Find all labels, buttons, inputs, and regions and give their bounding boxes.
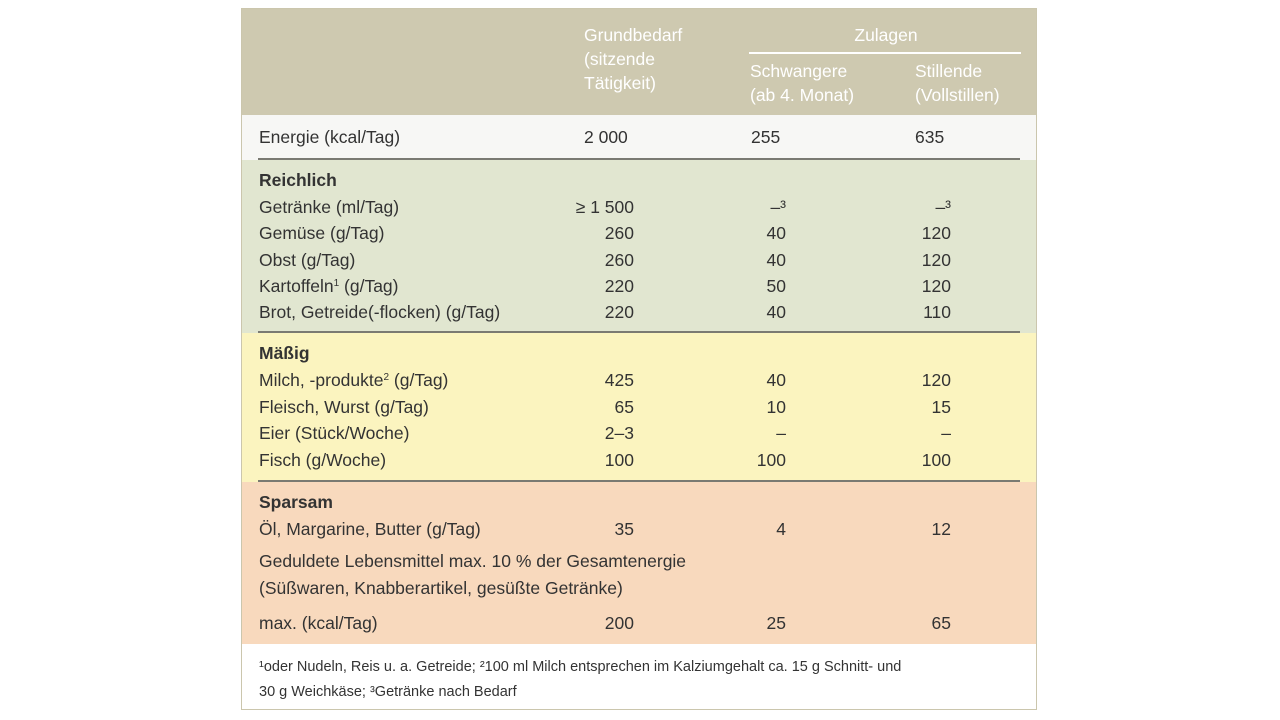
- header-grundbedarf-line: Tätigkeit): [584, 73, 656, 93]
- table-row: [242, 610, 1036, 636]
- section-reichlich: [242, 160, 1036, 333]
- tolerated-foods-line: (Süßwaren, Knabberartikel, gesüßte Getränke): [259, 578, 623, 598]
- footnote-line: 30 g Weichkäse; ³Getränke nach Bedarf: [259, 684, 517, 700]
- footnote-line: ¹oder Nudeln, Reis u. a. Getreide; ²100 ml Milch entsprechen im Kalziumgehalt ca. 15 g Schnitt- und: [259, 659, 902, 675]
- energy-row: [242, 115, 1036, 160]
- section-title: Sparsam: [259, 492, 333, 512]
- cell-stillende: –: [941, 423, 951, 443]
- nutrition-table: [241, 8, 1037, 710]
- row-label-text: Milch, -produkte: [259, 370, 384, 390]
- cell-grundbedarf: ≥ 1 500: [575, 197, 634, 217]
- header-schwangere: [750, 59, 890, 107]
- section-maessig: [242, 333, 1036, 482]
- section-title: Reichlich: [259, 170, 337, 190]
- cell-stillende: –³: [935, 197, 951, 217]
- row-label: Brot, Getreide(-flocken) (g/Tag): [259, 302, 501, 322]
- cell-schwangere: 25: [766, 613, 786, 633]
- footnotes: [259, 655, 1019, 705]
- section-divider: [258, 480, 1020, 482]
- cell-stillende: 65: [931, 613, 951, 633]
- table-row: [242, 367, 1036, 393]
- cell-schwangere: 40: [766, 250, 786, 270]
- table-row: [242, 516, 1036, 542]
- table-row: [242, 447, 1036, 473]
- cell-stillende: 120: [921, 370, 951, 390]
- section-divider: [258, 158, 1020, 160]
- section-title: Mäßig: [259, 343, 310, 363]
- header-grundbedarf: [584, 23, 724, 95]
- row-label: Fisch (g/Woche): [259, 450, 387, 470]
- cell-stillende: 110: [923, 302, 951, 322]
- footnote-marker: 2: [383, 372, 390, 383]
- cell-schwangere: 4: [776, 519, 786, 539]
- row-label: Öl, Margarine, Butter (g/Tag): [259, 519, 481, 539]
- row-label-text: Kartoffeln: [259, 276, 334, 296]
- cell-schwangere: –: [776, 423, 786, 443]
- section-divider: [258, 331, 1020, 333]
- cell-stillende: 120: [921, 250, 951, 270]
- cell-grundbedarf: 260: [604, 223, 634, 243]
- cell-stillende: 120: [921, 223, 951, 243]
- cell-schwangere: 50: [766, 276, 786, 296]
- table-header: [242, 9, 1036, 115]
- header-zulagen: Zulagen: [854, 25, 918, 45]
- cell-schwangere: 40: [766, 370, 786, 390]
- header-stillende-line: Stillende: [915, 61, 983, 81]
- header-stillende-line: (Vollstillen): [915, 85, 1000, 105]
- table-row: [242, 247, 1036, 273]
- cell-stillende: 12: [931, 519, 951, 539]
- header-schwangere-line: Schwangere: [750, 61, 848, 81]
- cell-schwangere: 100: [756, 450, 786, 470]
- cell-stillende: 120: [921, 276, 951, 296]
- table-row: [242, 420, 1036, 446]
- cell-stillende: 100: [921, 450, 951, 470]
- footnote-marker: 1: [333, 278, 340, 289]
- cell-schwangere: 40: [766, 223, 786, 243]
- cell-stillende: 15: [931, 397, 951, 417]
- tolerated-foods-note: [259, 548, 686, 602]
- table-row: [242, 220, 1036, 246]
- cell-grundbedarf: 260: [604, 250, 634, 270]
- table-row: [242, 394, 1036, 420]
- header-grundbedarf-line: Grundbedarf: [584, 25, 683, 45]
- cell-schwangere: 255: [751, 127, 781, 147]
- row-label: [259, 367, 448, 393]
- cell-grundbedarf: 2–3: [604, 423, 634, 443]
- cell-grundbedarf: 65: [614, 397, 634, 417]
- row-label: [259, 273, 398, 299]
- cell-grundbedarf: 100: [604, 450, 634, 470]
- row-label: Getränke (ml/Tag): [259, 197, 400, 217]
- header-schwangere-line: (ab 4. Monat): [750, 85, 855, 105]
- table-row: [242, 194, 1036, 220]
- header-stillende: [915, 59, 1035, 107]
- row-label: Energie (kcal/Tag): [259, 127, 401, 147]
- cell-grundbedarf: 220: [604, 276, 634, 296]
- row-label: Gemüse (g/Tag): [259, 223, 385, 243]
- header-grundbedarf-line: (sitzende: [584, 49, 656, 69]
- cell-schwangere: 40: [766, 302, 786, 322]
- row-label-unit: (g/Tag): [339, 276, 399, 296]
- row-label: Obst (g/Tag): [259, 250, 356, 270]
- cell-stillende: 635: [915, 127, 945, 147]
- tolerated-foods-line: Geduldete Lebensmittel max. 10 % der Gesamtenergie: [259, 551, 687, 571]
- row-label-unit: (g/Tag): [389, 370, 449, 390]
- table-row: [242, 273, 1036, 299]
- header-zulagen-rule: [749, 52, 1021, 54]
- table-row: [242, 299, 1036, 325]
- cell-grundbedarf: 200: [604, 613, 634, 633]
- cell-schwangere: –³: [770, 197, 786, 217]
- table-row: [242, 124, 1036, 150]
- row-label: Fleisch, Wurst (g/Tag): [259, 397, 429, 417]
- cell-grundbedarf: 35: [614, 519, 634, 539]
- cell-grundbedarf: 425: [604, 370, 634, 390]
- row-label: Eier (Stück/Woche): [259, 423, 410, 443]
- cell-schwangere: 10: [766, 397, 786, 417]
- cell-grundbedarf: 220: [604, 302, 634, 322]
- section-sparsam: [242, 482, 1036, 644]
- cell-grundbedarf: 2 000: [584, 127, 628, 147]
- row-label: max. (kcal/Tag): [259, 613, 378, 633]
